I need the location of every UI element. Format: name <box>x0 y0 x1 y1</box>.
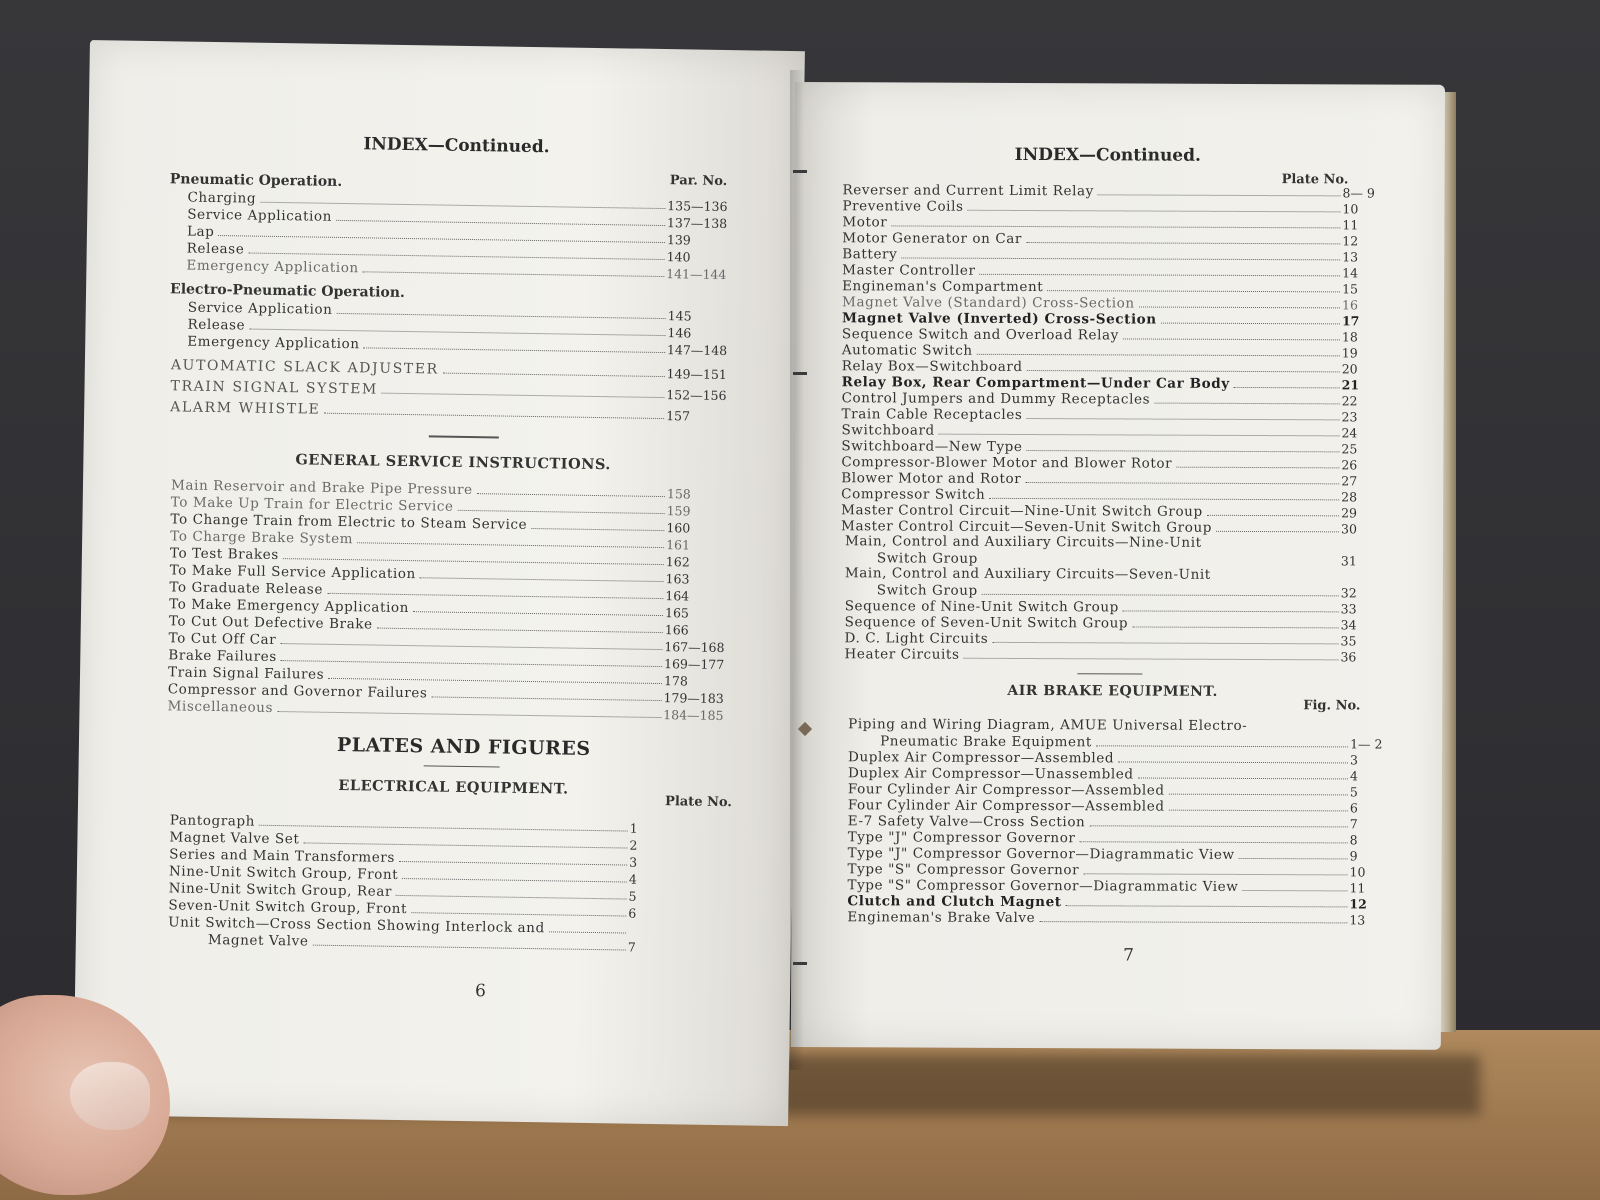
index-entry: Clutch and Clutch Magnet 12 <box>847 893 1367 912</box>
index-entry-line1: Piping and Wiring Diagram, AMUE Universal Electro- <box>848 716 1248 734</box>
index-entry: Magnet Valve (Standard) Cross-Section 16 <box>842 294 1358 313</box>
page-number: 6 <box>474 981 487 1002</box>
index-entry: To Charge Brake System 161 <box>170 528 691 553</box>
index-entry: Compressor Switch 28 <box>841 486 1358 505</box>
index-entry: Duplex Air Compressor—Assembled 3 <box>848 749 1359 768</box>
binding-stitch <box>793 372 807 375</box>
binding-stitch <box>793 962 807 965</box>
section-heading-electrical: ELECTRICAL EQUIPMENT. <box>338 776 569 798</box>
divider <box>424 765 500 767</box>
index-entry: Train Cable Receptacles 23 <box>841 406 1358 425</box>
left-page <box>73 40 805 1126</box>
index-entry: Sequence of Nine-Unit Switch Group 33 <box>844 598 1357 617</box>
index-entry: Master Controller 14 <box>842 262 1359 281</box>
section-electro-pneumatic: Electro-Pneumatic Operation. <box>169 281 405 301</box>
index-entry: Relay Box, Rear Compartment—Under Car Body 21 <box>841 374 1360 393</box>
index-entry: Service Application 137—138 <box>187 206 728 232</box>
index-entry: Duplex Air Compressor—Unassembled 4 <box>847 765 1358 784</box>
index-entry: ALARM WHISTLE 157 <box>170 399 691 424</box>
col-head-plate-no: Plate No. <box>664 794 733 811</box>
index-entry: AUTOMATIC SLACK ADJUSTER 149—151 <box>170 357 727 383</box>
index-entry: E-7 Safety Valve—Cross Section 7 <box>847 813 1358 832</box>
index-entry: Switchboard—New Type 25 <box>841 438 1358 457</box>
index-entry: Magnet Valve Set 2 <box>169 829 638 853</box>
index-entry-line1: Main, Control and Auxiliary Circuits—Nine-Unit <box>844 533 1202 551</box>
index-entry-continued: Magnet Valve 7 <box>207 931 636 955</box>
col-head-plate-no: Plate No. <box>1281 172 1349 188</box>
index-entry: Four Cylinder Air Compressor—Assembled 5 <box>847 781 1358 800</box>
thumbnail <box>70 1062 150 1130</box>
index-entry: Type "S" Compressor Governor—Diagrammatic View 11 <box>847 877 1366 896</box>
index-entry: Motor 11 <box>842 214 1359 233</box>
index-entry: Unit Switch—Cross Section Showing Interlock and <box>168 913 688 938</box>
index-entry: Type "S" Compressor Governor 10 <box>847 861 1366 880</box>
page-title: INDEX—Continued. <box>1014 144 1201 166</box>
index-entry: Release 140 <box>186 240 691 265</box>
index-entry: Battery 13 <box>842 246 1359 265</box>
index-entry: To Change Train from Electric to Steam Service 160 <box>170 511 691 536</box>
index-entry: To Make Emergency Application 165 <box>169 596 690 621</box>
section-heading-air-brake: AIR BRAKE EQUIPMENT. <box>1007 682 1218 700</box>
index-entry: Charging 135—136 <box>187 189 728 215</box>
divider <box>1077 673 1142 674</box>
book-spine <box>790 70 804 1070</box>
index-entry: Preventive Coils 10 <box>842 198 1359 217</box>
index-entry: To Cut Off Car 167—168 <box>168 630 725 656</box>
index-entry: TRAIN SIGNAL SYSTEM 152—156 <box>170 378 727 404</box>
index-entry: To Make Full Service Application 163 <box>169 562 690 587</box>
index-entry: Engineman's Compartment 15 <box>842 278 1359 297</box>
plates-figures-heading: PLATES AND FIGURES <box>336 733 591 760</box>
index-entry: Main Reservoir and Brake Pipe Pressure 158 <box>170 477 691 502</box>
index-entry: Miscellaneous 184—185 <box>167 698 724 724</box>
page-number: 7 <box>1123 945 1135 966</box>
index-entry: Switch Group 32 <box>876 582 1357 601</box>
index-entry: To Cut Out Defective Brake 166 <box>168 613 689 638</box>
col-head-par-no: Par. No. <box>669 173 728 190</box>
index-entry: Reverser and Current Limit Relay 8— 9 <box>842 182 1375 201</box>
page-title: INDEX—Continued. <box>363 134 550 158</box>
index-entry: Master Control Circuit—Seven-Unit Switch Group 30 <box>841 518 1357 537</box>
index-entry: Control Jumpers and Dummy Receptacles 22 <box>841 390 1358 409</box>
index-entry: Sequence Switch and Overload Relay 18 <box>841 326 1358 345</box>
index-entry: Nine-Unit Switch Group, Rear 5 <box>168 880 637 904</box>
index-entry: Brake Failures 169—177 <box>168 647 725 673</box>
index-entry: Pneumatic Brake Equipment 1— 2 <box>880 733 1383 752</box>
index-entry: Release 146 <box>187 316 692 341</box>
index-entry-line1: Main, Control and Auxiliary Circuits—Seven-Unit <box>844 565 1211 583</box>
index-entry: Blower Motor and Rotor 27 <box>841 470 1358 489</box>
index-entry: Heater Circuits 36 <box>844 646 1357 665</box>
index-entry: Compressor-Blower Motor and Blower Rotor 26 <box>841 454 1358 473</box>
index-entry: Magnet Valve (Inverted) Cross-Section 17 <box>841 310 1360 329</box>
index-entry: Lap 139 <box>186 223 691 248</box>
index-entry: Emergency Application 141—144 <box>186 257 727 283</box>
index-entry: Four Cylinder Air Compressor—Assembled 6 <box>847 797 1358 816</box>
index-entry: Nine-Unit Switch Group, Front 4 <box>168 863 637 887</box>
index-entry: Emergency Application 147—148 <box>187 333 728 359</box>
index-entry: To Make Up Train for Electric Service 159 <box>170 494 691 519</box>
index-entry: D. C. Light Circuits 35 <box>844 630 1357 649</box>
index-entry: Train Signal Failures 178 <box>167 664 688 689</box>
section-pneumatic: Pneumatic Operation. <box>169 171 343 190</box>
index-entry: Series and Main Transformers 3 <box>169 846 638 870</box>
index-entry: Sequence of Seven-Unit Switch Group 34 <box>844 614 1357 633</box>
index-entry: Switch Group 31 <box>876 550 1357 569</box>
index-entry: Type "J" Compressor Governor 8 <box>847 829 1358 848</box>
index-entry: To Test Brakes 162 <box>169 545 690 570</box>
right-page <box>791 82 1445 1050</box>
index-entry: Motor Generator on Car 12 <box>842 230 1359 249</box>
index-entry: Engineman's Brake Valve 13 <box>847 909 1366 928</box>
index-entry: Relay Box—Switchboard 20 <box>841 358 1358 377</box>
index-entry: To Graduate Release 164 <box>169 579 690 604</box>
section-heading-general: GENERAL SERVICE INSTRUCTIONS. <box>295 451 612 474</box>
index-entry: Type "J" Compressor Governor—Diagrammatic View 9 <box>847 845 1358 864</box>
binding-stitch <box>793 170 807 173</box>
index-entry: Master Control Circuit—Nine-Unit Switch Group 29 <box>841 502 1358 521</box>
index-entry: Pantograph 1 <box>169 812 638 836</box>
index-entry: Seven-Unit Switch Group, Front 6 <box>168 897 637 921</box>
col-head-fig-no: Fig. No. <box>1303 698 1361 714</box>
index-entry: Compressor and Governor Failures 179—183 <box>167 681 724 707</box>
index-entry: Service Application 145 <box>187 299 692 324</box>
divider <box>429 435 499 438</box>
index-entry: Switchboard 24 <box>841 422 1358 441</box>
index-entry: Automatic Switch 19 <box>841 342 1358 361</box>
